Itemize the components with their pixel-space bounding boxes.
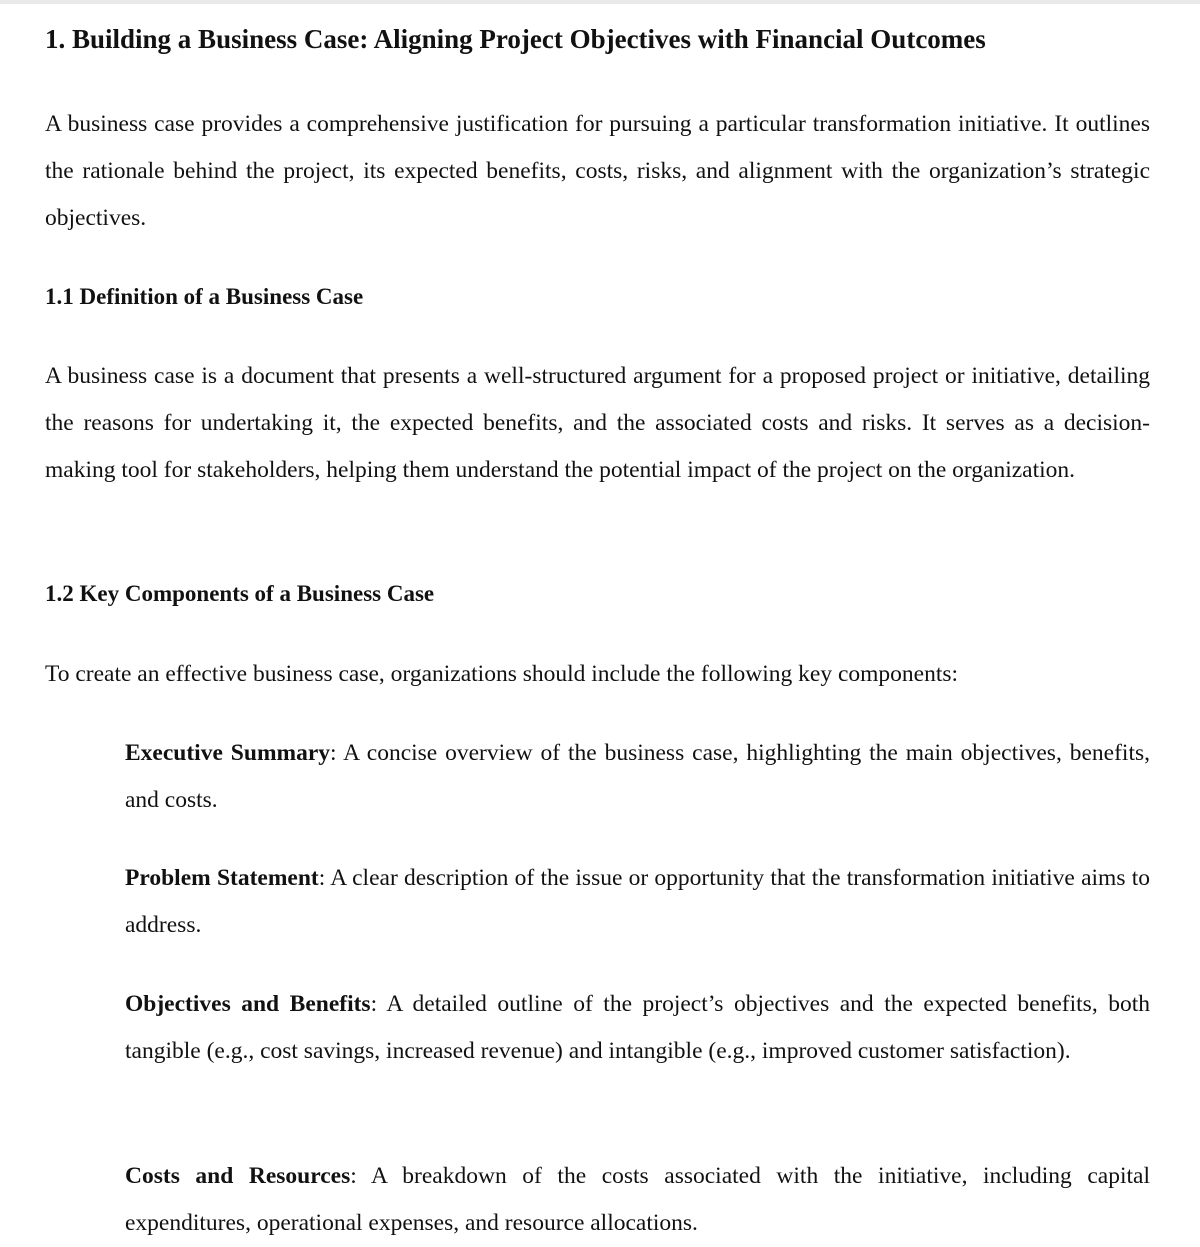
section-1-1-heading: 1.1 Definition of a Business Case <box>45 284 364 309</box>
document-heading: 1. Building a Business Case: Aligning Project Objectives with Financial Outcomes <box>45 24 986 54</box>
section-1-2-intro: To create an effective business case, organizations should include the following key components: <box>45 661 959 687</box>
component-separator: : <box>330 740 337 766</box>
component-separator: : <box>350 1163 357 1189</box>
component-text: A detailed outline of the project’s objectives and the expected benefits, both tangible (e.g., cost savings, increased revenue) and intangible (e.g., improved customer satisfaction). <box>125 991 1150 1064</box>
component-text: A clear description of the issue or opportunity that the transformation initiative aims to address. <box>125 865 1150 938</box>
component-text: A concise overview of the business case, highlighting the main objectives, benefits, and costs. <box>125 740 1150 813</box>
intro-paragraph: A business case provides a comprehensive justification for pursuing a particular transformation initiative. It outlines the rationale behind the project, its expected benefits, costs, risks, and alignment with the organization’s strategic objectives. <box>45 111 1150 231</box>
component-item <box>125 730 1150 824</box>
component-item <box>125 981 1150 1075</box>
component-term: Problem Statement <box>125 865 319 891</box>
component-text: A breakdown of the costs associated with the initiative, including capital expenditures, operational expenses, and resource allocations. <box>125 1163 1150 1236</box>
component-separator: : <box>318 865 326 891</box>
component-term: Objectives and Benefits <box>125 991 371 1017</box>
section-1-1-body: A business case is a document that presents a well-structured argument for a proposed project or initiative, detailing the reasons for undertaking it, the expected benefits, and the associated costs and risks. It serves as a decision-making tool for stakeholders, helping them understand the potential impact of the project on the organization. <box>45 363 1150 483</box>
section-1-2-heading: 1.2 Key Components of a Business Case <box>45 581 435 606</box>
component-item <box>125 855 1150 949</box>
top-border <box>0 0 1200 4</box>
component-term: Executive Summary <box>125 740 331 766</box>
component-term: Costs and Resources <box>125 1163 351 1189</box>
component-separator: : <box>370 991 378 1017</box>
component-item <box>125 1153 1150 1247</box>
